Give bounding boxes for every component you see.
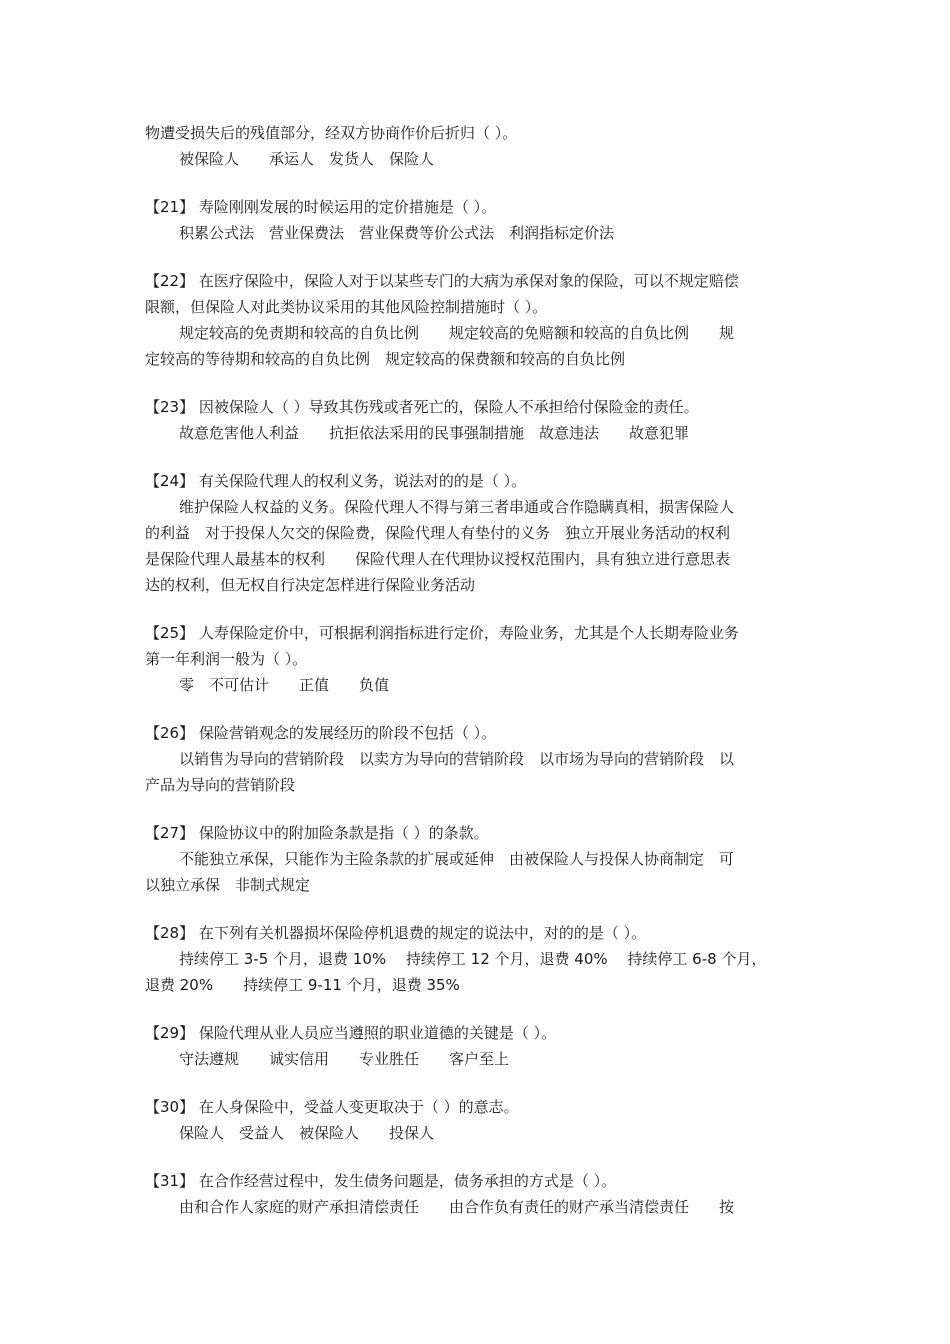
question-text: 限额，但保险人对此类协议采用的其他风险控制措施时（ ）。: [145, 298, 548, 316]
answer-options: 由和合作人家庭的财产承担清偿责任 由合作负有责任的财产承当清偿责任 按: [179, 1198, 735, 1216]
answer-options: 以独立承保 非制式规定: [145, 876, 311, 894]
answer-options: 持续停工 3-5 个月，退费 10% 持续停工 12 个月，退费 40% 持续停工 6-8 个月，: [179, 950, 767, 968]
question-30: [145, 1094, 813, 1146]
question-text: 物遭受损失后的残值部分，经双方协商作价后折归（ ）。: [145, 124, 518, 142]
question-27: [145, 820, 813, 898]
question-text: 【23】 因被保险人（ ）导致其伤残或者死亡的，保险人不承担给付保险金的责任。: [145, 398, 699, 416]
answer-options: 的利益 对于投保人欠交的保险费，保险代理人有垫付的义务 独立开展业务活动的权利: [145, 524, 731, 542]
question-29: [145, 1020, 813, 1072]
answer-options: 被保险人 承运人 发货人 保险人: [179, 150, 435, 168]
answer-options: 积累公式法 营业保费法 营业保费等价公式法 利润指标定价法: [179, 224, 615, 242]
question-text: 【28】 在下列有关机器损坏保险停机退费的规定的说法中，对的的是（ ）。: [145, 924, 647, 942]
answer-options: 退费 20% 持续停工 9-11 个月，退费 35%: [145, 976, 460, 994]
answer-options: 规定较高的免责期和较高的自负比例 规定较高的免赔额和较高的自负比例 规: [179, 324, 735, 342]
answer-options: 不能独立承保，只能作为主险条款的扩展或延伸 由被保险人与投保人协商制定 可: [179, 850, 735, 868]
question-22: [145, 268, 813, 372]
answer-options: 达的权利，但无权自行决定怎样进行保险业务活动: [145, 576, 476, 594]
answer-options: 定较高的等待期和较高的自负比例 规定较高的保费额和较高的自负比例: [145, 350, 626, 368]
answer-options: 守法遵规 诚实信用 专业胜任 客户至上: [179, 1050, 510, 1068]
question-28: [145, 920, 813, 998]
question-text: 【24】 有关保险代理人的权利义务，说法对的的是（ ）。: [145, 472, 527, 490]
question-24: [145, 468, 813, 598]
question-text: 【21】 寿险刚刚发展的时候运用的定价措施是（ ）。: [145, 198, 497, 216]
answer-options: 零 不可估计 正值 负值: [179, 676, 390, 694]
question-26: [145, 720, 813, 798]
question-23: [145, 394, 813, 446]
answer-options: 产品为导向的营销阶段: [145, 776, 296, 794]
question-21: [145, 194, 813, 246]
question-text: 【29】 保险代理从业人员应当遵照的职业道德的关键是（ ）。: [145, 1024, 557, 1042]
question-text: 【31】 在合作经营过程中，发生债务问题是，债务承担的方式是（ ）。: [145, 1172, 617, 1190]
question-text: 【25】 人寿保险定价中，可根据利润指标进行定价，寿险业务，尤其是个人长期寿险业务: [145, 624, 739, 642]
question-20-tail: [145, 120, 813, 172]
question-25: [145, 620, 813, 698]
question-text: 【30】 在人身保险中，受益人变更取决于（ ）的意志。: [145, 1098, 519, 1116]
question-31: [145, 1168, 813, 1220]
document-page: [145, 120, 813, 1220]
answer-options: 维护保险人权益的义务。保险代理人不得与第三者串通或合作隐瞒真相，损害保险人: [179, 498, 735, 516]
answer-options: 故意危害他人利益 抗拒依法采用的民事强制措施 故意违法 故意犯罪: [179, 424, 690, 442]
answer-options: 以销售为导向的营销阶段 以卖方为导向的营销阶段 以市场为导向的营销阶段 以: [179, 750, 735, 768]
answer-options: 是保险代理人最基本的权利 保险代理人在代理协议授权范围内，具有独立进行意思表: [145, 550, 731, 568]
question-text: 【26】 保险营销观念的发展经历的阶段不包括（ ）。: [145, 724, 497, 742]
question-text: 【22】 在医疗保险中，保险人对于以某些专门的大病为承保对象的保险，可以不规定赔偿: [145, 272, 739, 290]
question-text: 【27】 保险协议中的附加险条款是指（ ）的条款。: [145, 824, 489, 842]
answer-options: 保险人 受益人 被保险人 投保人: [179, 1124, 435, 1142]
question-text: 第一年利润一般为（ ）。: [145, 650, 308, 668]
